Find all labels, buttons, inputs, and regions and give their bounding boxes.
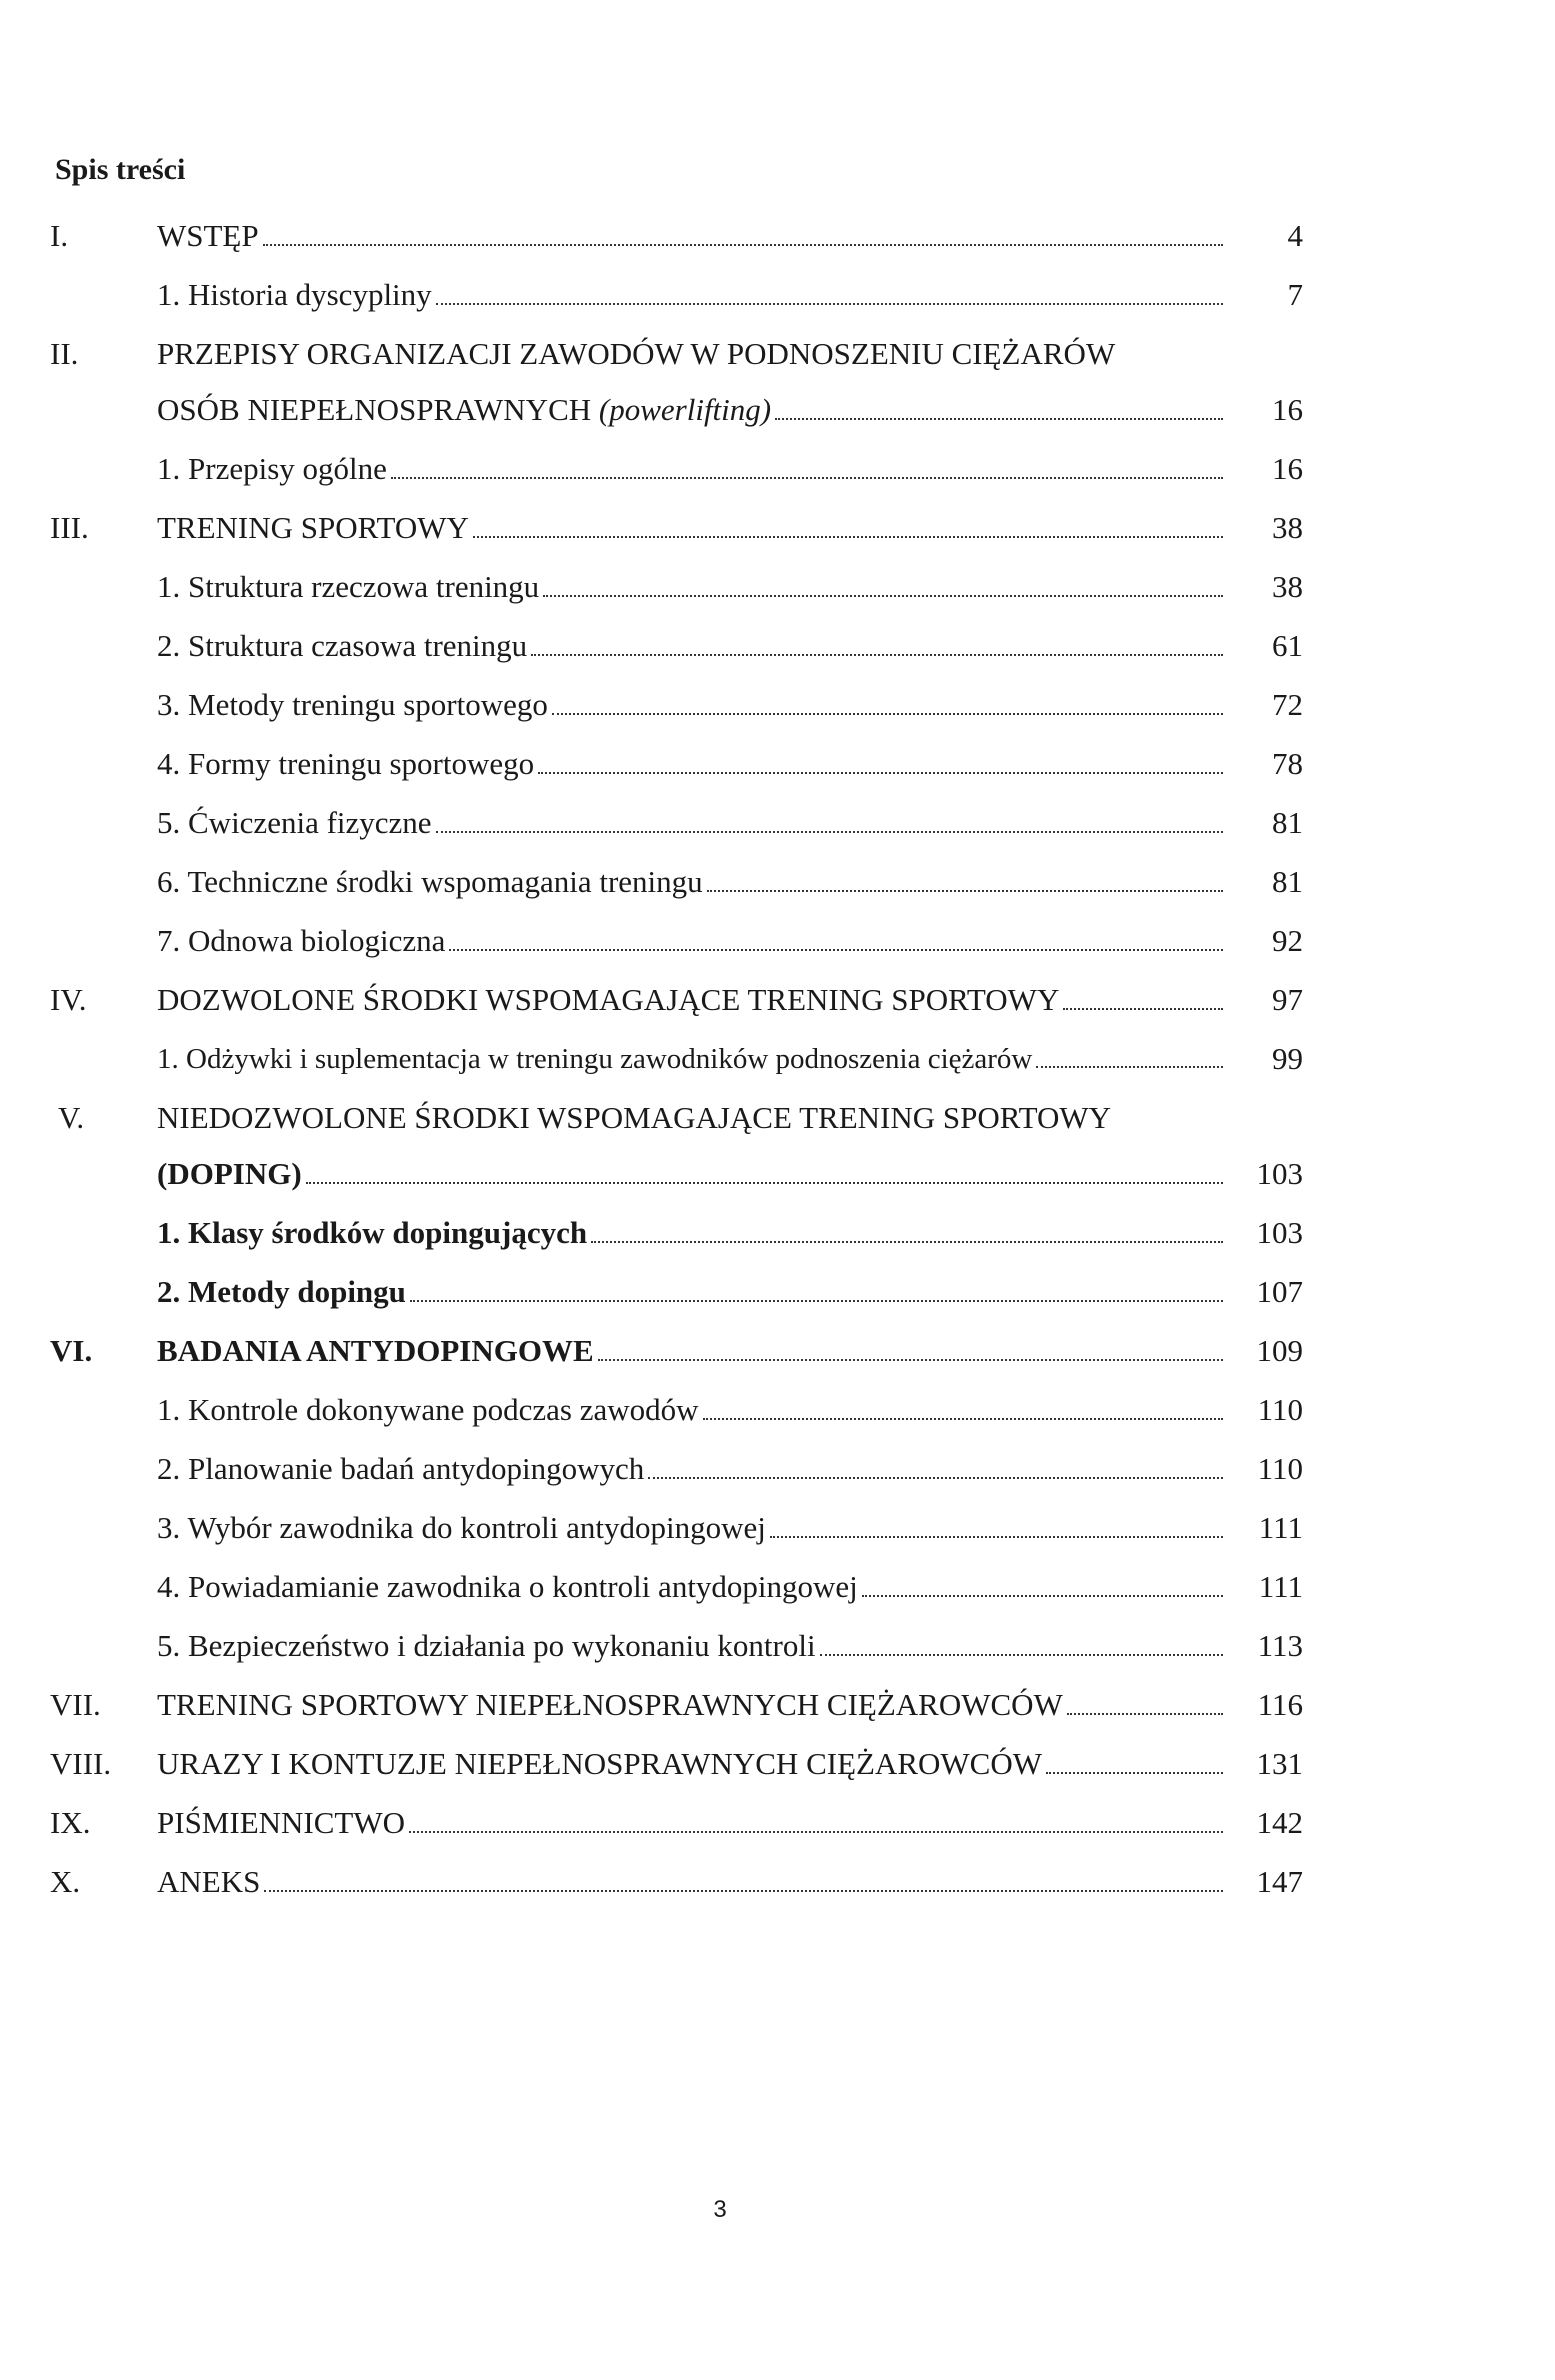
dot-leader (598, 1359, 1223, 1361)
dot-leader (591, 1241, 1223, 1243)
toc-row (0, 620, 1555, 679)
toc-row (0, 1207, 1555, 1266)
toc-row (0, 1266, 1555, 1325)
page-footer-number: 3 (713, 2196, 727, 2223)
toc-entry-text: 2. Struktura czasowa treningu (157, 628, 528, 663)
section-numeral: II. (50, 336, 79, 371)
toc-row (0, 384, 1555, 443)
toc-entry-text: 1. Struktura rzeczowa treningu (157, 569, 540, 604)
dot-leader (473, 536, 1223, 538)
toc-row (0, 679, 1555, 738)
toc-row (0, 328, 1555, 384)
page-number: 81 (1272, 864, 1303, 899)
toc-entry-text: BADANIA ANTYDOPINGOWE (157, 1333, 594, 1368)
toc-entry-text: TRENING SPORTOWY (157, 510, 469, 545)
toc-entry-text: WSTĘP (157, 218, 259, 253)
toc-entry-text: (DOPING) (157, 1156, 302, 1191)
page-number: 4 (1287, 218, 1303, 253)
page-number: 92 (1272, 923, 1303, 958)
section-numeral: V. (58, 1100, 85, 1135)
dot-leader (538, 772, 1223, 774)
dot-leader (1067, 1713, 1223, 1715)
toc-row (0, 1443, 1555, 1502)
page-number: 113 (1257, 1628, 1303, 1663)
page-number: 103 (1256, 1156, 1303, 1191)
toc-entry-text: 4. Formy treningu sportowego (157, 746, 535, 781)
dot-leader (770, 1536, 1223, 1538)
toc-row (0, 974, 1555, 1033)
page-number: 38 (1272, 569, 1303, 604)
toc-row (0, 1856, 1555, 1915)
toc-row (0, 1092, 1555, 1148)
toc-entry-text: PIŚMIENNICTWO (157, 1805, 405, 1840)
section-numeral: VII. (50, 1687, 101, 1722)
page-number: 78 (1272, 746, 1303, 781)
toc-entry-text: PRZEPISY ORGANIZACJI ZAWODÓW W PODNOSZENIU CIĘŻARÓW (157, 336, 1116, 371)
dot-leader (775, 418, 1223, 420)
page-number: 147 (1256, 1864, 1303, 1899)
dot-leader (436, 303, 1223, 305)
toc-entry-text: 1. Kontrole dokonywane podczas zawodów (157, 1392, 699, 1427)
toc-row (0, 1033, 1555, 1092)
toc-entry-italic: (powerlifting) (598, 392, 772, 427)
table-of-contents (0, 210, 1555, 1915)
toc-entry-text: 1. Przepisy ogólne (157, 451, 387, 486)
dot-leader (263, 244, 1223, 246)
dot-leader (391, 477, 1223, 479)
page-number: 103 (1256, 1215, 1303, 1250)
dot-leader (862, 1595, 1223, 1597)
page-number: 97 (1272, 982, 1303, 1017)
toc-row (0, 210, 1555, 269)
toc-row (0, 738, 1555, 797)
section-numeral: III. (50, 510, 89, 545)
page-number: 72 (1272, 687, 1303, 722)
dot-leader (306, 1182, 1223, 1184)
dot-leader (707, 890, 1223, 892)
toc-row (0, 1384, 1555, 1443)
page-number: 111 (1258, 1569, 1303, 1604)
toc-entry-text: DOZWOLONE ŚRODKI WSPOMAGAJĄCE TRENING SPORTOWY (157, 982, 1060, 1017)
page-number: 109 (1256, 1333, 1303, 1368)
toc-entry-text: TRENING SPORTOWY NIEPEŁNOSPRAWNYCH CIĘŻAROWCÓW (157, 1687, 1063, 1722)
toc-row (0, 1797, 1555, 1856)
toc-row (0, 1561, 1555, 1620)
page-number: 142 (1256, 1805, 1303, 1840)
dot-leader (264, 1890, 1223, 1892)
toc-entry-text: NIEDOZWOLONE ŚRODKI WSPOMAGAJĄCE TRENING SPORTOWY (157, 1100, 1111, 1135)
dot-leader (648, 1477, 1223, 1479)
toc-row (0, 502, 1555, 561)
dot-leader (552, 713, 1223, 715)
toc-row (0, 1325, 1555, 1384)
toc-entry-text: 5. Bezpieczeństwo i działania po wykonaniu kontroli (157, 1628, 816, 1663)
page-number: 131 (1256, 1746, 1303, 1781)
section-numeral: VI. (50, 1333, 93, 1368)
page-number: 61 (1272, 628, 1303, 663)
toc-entry-text: 1. Klasy środków dopingujących (157, 1215, 588, 1250)
toc-row (0, 443, 1555, 502)
toc-entry-text: ANEKS (157, 1864, 261, 1899)
toc-entry-text: OSÓB NIEPEŁNOSPRAWNYCH (powerlifting) (157, 392, 772, 427)
dot-leader (1036, 1066, 1223, 1068)
page-number: 7 (1287, 277, 1303, 312)
section-numeral: IV. (50, 982, 87, 1017)
dot-leader (449, 949, 1223, 951)
toc-row (0, 1148, 1555, 1207)
dot-leader (543, 595, 1223, 597)
toc-entry-text: 3. Metody treningu sportowego (157, 687, 548, 722)
toc-row (0, 915, 1555, 974)
dot-leader (1063, 1008, 1223, 1010)
dot-leader (1046, 1772, 1223, 1774)
toc-entry-text: 7. Odnowa biologiczna (157, 923, 446, 958)
page-number: 16 (1272, 451, 1303, 486)
toc-row (0, 1502, 1555, 1561)
toc-row (0, 1738, 1555, 1797)
toc-row (0, 269, 1555, 328)
page-number: 107 (1256, 1274, 1303, 1309)
page-number: 81 (1272, 805, 1303, 840)
toc-entry-text: 1. Historia dyscypliny (157, 277, 432, 312)
toc-row (0, 1679, 1555, 1738)
dot-leader (820, 1654, 1223, 1656)
toc-entry-text: 4. Powiadamianie zawodnika o kontroli antydopingowej (157, 1569, 858, 1604)
toc-entry-text: 1. Odżywki i suplementacja w treningu zawodników podnoszenia ciężarów (157, 1043, 1033, 1075)
page-number: 111 (1258, 1510, 1303, 1545)
toc-entry-text: 2. Planowanie badań antydopingowych (157, 1451, 645, 1486)
page-number: 38 (1272, 510, 1303, 545)
toc-row (0, 856, 1555, 915)
toc-row (0, 1620, 1555, 1679)
dot-leader (531, 654, 1223, 656)
dot-leader (410, 1300, 1223, 1302)
section-numeral: X. (50, 1864, 81, 1899)
toc-entry-text: URAZY I KONTUZJE NIEPEŁNOSPRAWNYCH CIĘŻAROWCÓW (157, 1746, 1042, 1781)
toc-row (0, 797, 1555, 856)
toc-row (0, 561, 1555, 620)
section-numeral: I. (50, 218, 69, 253)
dot-leader (409, 1831, 1223, 1833)
toc-entry-text: 3. Wybór zawodnika do kontroli antydopingowej (157, 1510, 766, 1545)
page-number: 110 (1257, 1451, 1303, 1486)
toc-title: Spis treści (55, 153, 186, 186)
dot-leader (436, 831, 1223, 833)
page-number: 16 (1272, 392, 1303, 427)
toc-entry-text: 5. Ćwiczenia fizyczne (157, 805, 432, 840)
section-numeral: VIII. (50, 1746, 112, 1781)
dot-leader (703, 1418, 1224, 1420)
page-number: 99 (1272, 1041, 1303, 1076)
toc-entry-text: 2. Metody dopingu (157, 1274, 406, 1309)
page-number: 110 (1257, 1392, 1303, 1427)
section-numeral: IX. (50, 1805, 91, 1840)
toc-entry-text: 6. Techniczne środki wspomagania treningu (157, 864, 703, 899)
page-number: 116 (1257, 1687, 1303, 1722)
